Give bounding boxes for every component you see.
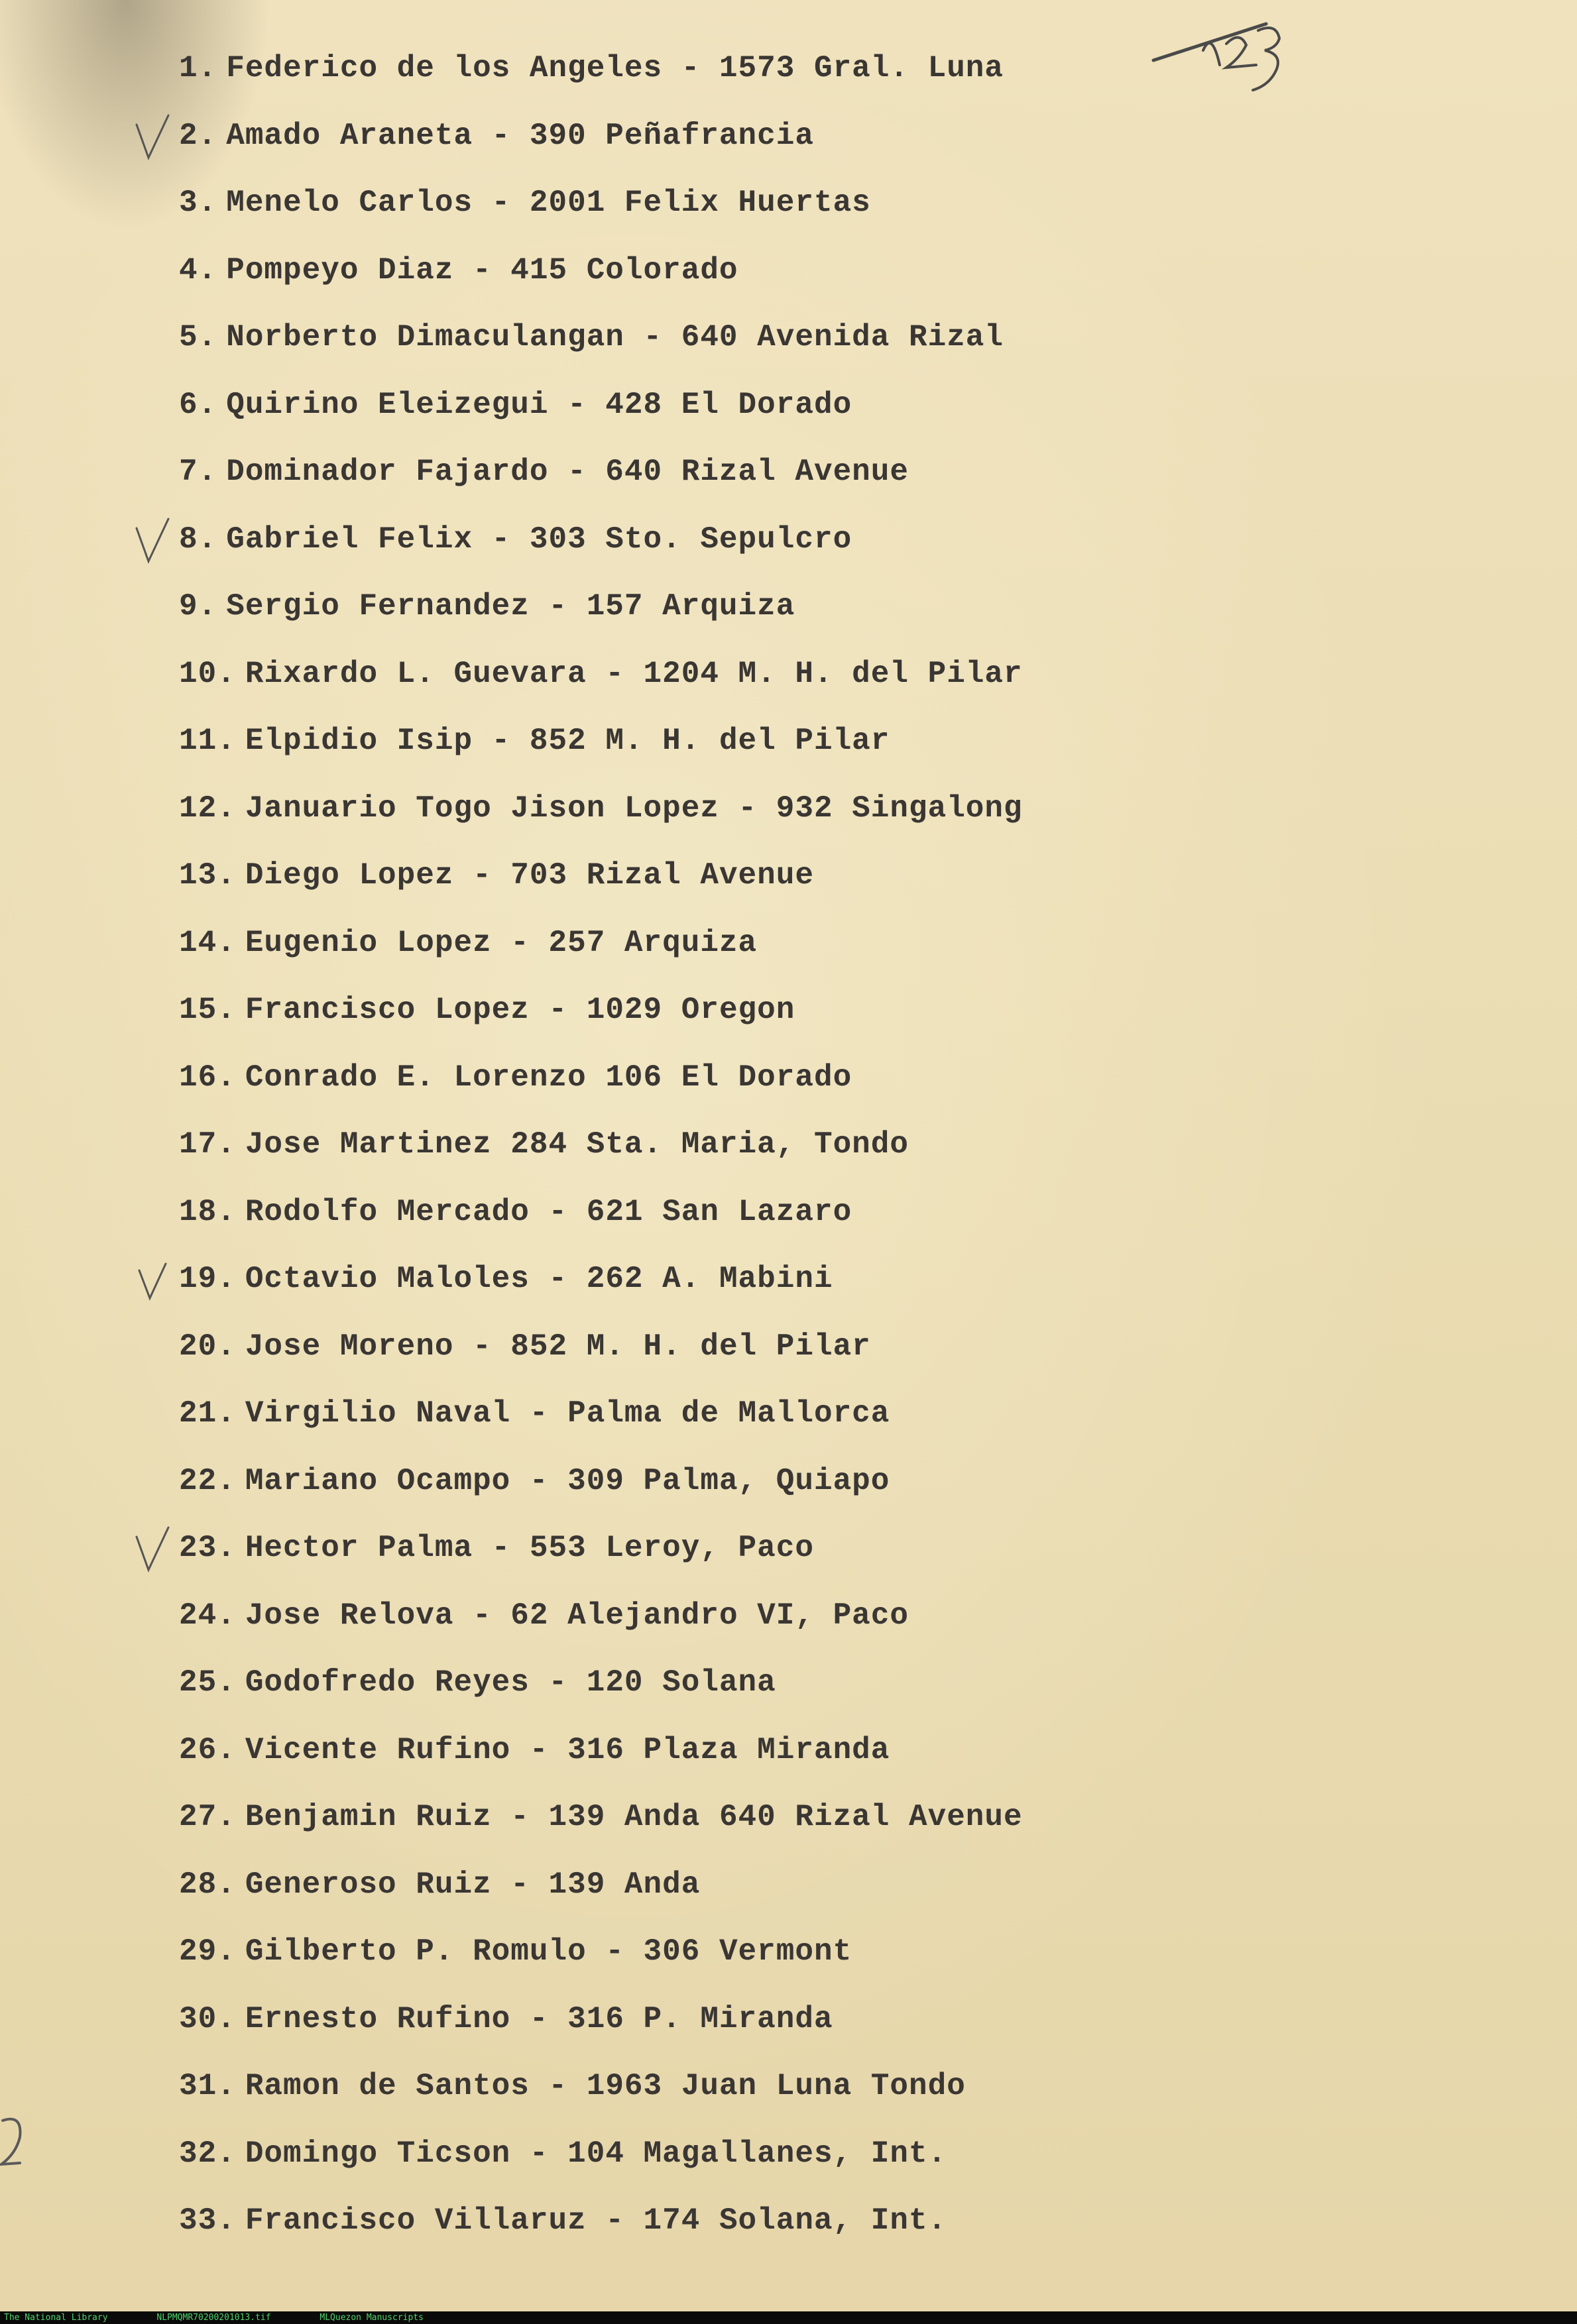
entry-number: 20.: [179, 1329, 236, 1364]
entry-number: 31.: [179, 2069, 236, 2103]
entry-text: Diego Lopez - 703 Rizal Avenue: [245, 858, 814, 893]
entry-number: 19.: [179, 1262, 236, 1296]
entry-number: 14.: [179, 925, 236, 960]
list-item: [179, 2124, 1372, 2191]
entry-number: 5.: [179, 320, 217, 355]
entry-text: Quirino Eleizegui - 428 El Dorado: [226, 387, 852, 422]
entry-number: 27.: [179, 1800, 236, 1834]
entry-number: 18.: [179, 1194, 236, 1229]
entry-text: Jose Martinez 284 Sta. Maria, Tondo: [245, 1127, 909, 1162]
list-item: [179, 375, 1372, 443]
entry-text: Mariano Ocampo - 309 Palma, Quiapo: [245, 1463, 890, 1498]
entry-number: 11.: [179, 724, 236, 758]
entry-number: 8.: [179, 522, 217, 557]
margin-pencil-mark: [0, 2107, 33, 2174]
entry-text: Hector Palma - 553 Leroy, Paco: [245, 1531, 814, 1565]
entry-number: 6.: [179, 387, 217, 422]
entry-text: Vicente Rufino - 316 Plaza Miranda: [245, 1732, 890, 1767]
entry-number: 33.: [179, 2203, 236, 2238]
entry-number: 29.: [179, 1934, 236, 1969]
list-item: [179, 1451, 1372, 1519]
entry-text: Francisco Villaruz - 174 Solana, Int.: [245, 2203, 947, 2238]
collection-name: MLQuezon Manuscripts: [320, 2313, 424, 2323]
entry-number: 24.: [179, 1598, 236, 1633]
list-item: [179, 1384, 1372, 1451]
entry-text: Godofredo Reyes - 120 Solana: [245, 1665, 776, 1700]
list-item: [179, 1855, 1372, 1922]
list-item: [179, 1787, 1372, 1855]
entry-number: 16.: [179, 1060, 236, 1095]
list-item: [179, 38, 1372, 106]
entry-number: 26.: [179, 1732, 236, 1767]
list-item: [179, 1922, 1372, 1989]
entry-number: 4.: [179, 252, 217, 288]
entry-text: Pompeyo Diaz - 415 Colorado: [226, 252, 738, 288]
entry-text: Elpidio Isip - 852 M. H. del Pilar: [245, 724, 890, 758]
list-item: [179, 1115, 1372, 1182]
entry-text: Sergio Fernandez - 157 Arquiza: [226, 589, 795, 624]
entry-number: 21.: [179, 1396, 236, 1431]
list-item: [179, 1518, 1372, 1586]
list-item: [179, 173, 1372, 241]
entry-number: 1.: [179, 51, 217, 85]
list-item: [179, 442, 1372, 510]
list-item: [179, 2191, 1372, 2258]
entry-text: Januario Togo Jison Lopez - 932 Singalong: [245, 791, 1023, 826]
entry-number: 32.: [179, 2136, 236, 2171]
check-mark-icon: [133, 1254, 172, 1307]
library-name: The National Library: [4, 2313, 108, 2323]
entry-text: Octavio Maloles - 262 A. Mabini: [245, 1262, 833, 1296]
entry-number: 22.: [179, 1463, 236, 1498]
list-item: [179, 1182, 1372, 1250]
entry-text: Domingo Ticson - 104 Magallanes, Int.: [245, 2136, 947, 2171]
list-item: [179, 307, 1372, 375]
entry-number: 13.: [179, 858, 236, 893]
entry-text: Ernesto Rufino - 316 P. Miranda: [245, 2001, 833, 2036]
list-item: [179, 1586, 1372, 1653]
list-item: [179, 1317, 1372, 1384]
list-item: [179, 644, 1372, 712]
entry-text: Rodolfo Mercado - 621 San Lazaro: [245, 1194, 852, 1229]
list-item: [179, 913, 1372, 981]
list-item: [179, 241, 1372, 308]
list-item: [179, 980, 1372, 1048]
list-item: [179, 1989, 1372, 2057]
entry-number: 12.: [179, 791, 236, 826]
entry-text: Generoso Ruiz - 139 Anda: [245, 1867, 701, 1902]
entry-text: Jose Moreno - 852 M. H. del Pilar: [245, 1329, 871, 1364]
entry-text: Ramon de Santos - 1963 Juan Luna Tondo: [245, 2069, 966, 2103]
entry-text: Eugenio Lopez - 257 Arquiza: [245, 925, 758, 960]
entry-number: 23.: [179, 1531, 236, 1565]
entry-text: Conrado E. Lorenzo 106 El Dorado: [245, 1060, 852, 1095]
entry-number: 7.: [179, 455, 217, 489]
entry-text: Menelo Carlos - 2001 Felix Huertas: [226, 186, 871, 220]
list-item: [179, 510, 1372, 577]
entry-text: Francisco Lopez - 1029 Oregon: [245, 993, 795, 1027]
list-item: [179, 1720, 1372, 1788]
check-mark-icon: [133, 111, 172, 164]
scan-filename: NLPMQMR70200201013.tif: [156, 2313, 271, 2323]
entry-text: Jose Relova - 62 Alejandro VI, Paco: [245, 1598, 909, 1633]
entry-text: Federico de los Angeles - 1573 Gral. Luna: [226, 51, 1004, 85]
list-item: [179, 2056, 1372, 2124]
list-item: [179, 106, 1372, 174]
name-address-list: [179, 38, 1372, 2258]
list-item: [179, 1249, 1372, 1317]
entry-text: Virgilio Naval - Palma de Mallorca: [245, 1396, 890, 1431]
check-mark-icon: [133, 515, 172, 568]
list-item: [179, 846, 1372, 913]
list-item: [179, 577, 1372, 644]
entry-number: 3.: [179, 186, 217, 220]
entry-text: Norberto Dimaculangan - 640 Avenida Rizal: [226, 320, 1004, 355]
entry-text: Dominador Fajardo - 640 Rizal Avenue: [226, 455, 909, 489]
entry-number: 30.: [179, 2001, 236, 2036]
entry-number: 25.: [179, 1665, 236, 1700]
entry-number: 28.: [179, 1867, 236, 1902]
entry-number: 9.: [179, 589, 217, 624]
entry-number: 10.: [179, 656, 236, 691]
entry-number: 15.: [179, 993, 236, 1027]
list-item: [179, 779, 1372, 846]
entry-number: 17.: [179, 1127, 236, 1162]
entry-text: Gabriel Felix - 303 Sto. Sepulcro: [226, 522, 852, 557]
list-item: [179, 1048, 1372, 1115]
list-item: [179, 1653, 1372, 1720]
entry-text: Rixardo L. Guevara - 1204 M. H. del Pilar: [245, 656, 1023, 691]
entry-text: Amado Araneta - 390 Peñafrancia: [226, 118, 814, 153]
list-item: [179, 711, 1372, 779]
scan-info-bar: [0, 2311, 1577, 2324]
entry-number: 2.: [179, 118, 217, 153]
entry-text: Gilberto P. Romulo - 306 Vermont: [245, 1934, 852, 1969]
entry-text: Benjamin Ruiz - 139 Anda 640 Rizal Avenue: [245, 1800, 1023, 1834]
check-mark-icon: [133, 1523, 172, 1577]
